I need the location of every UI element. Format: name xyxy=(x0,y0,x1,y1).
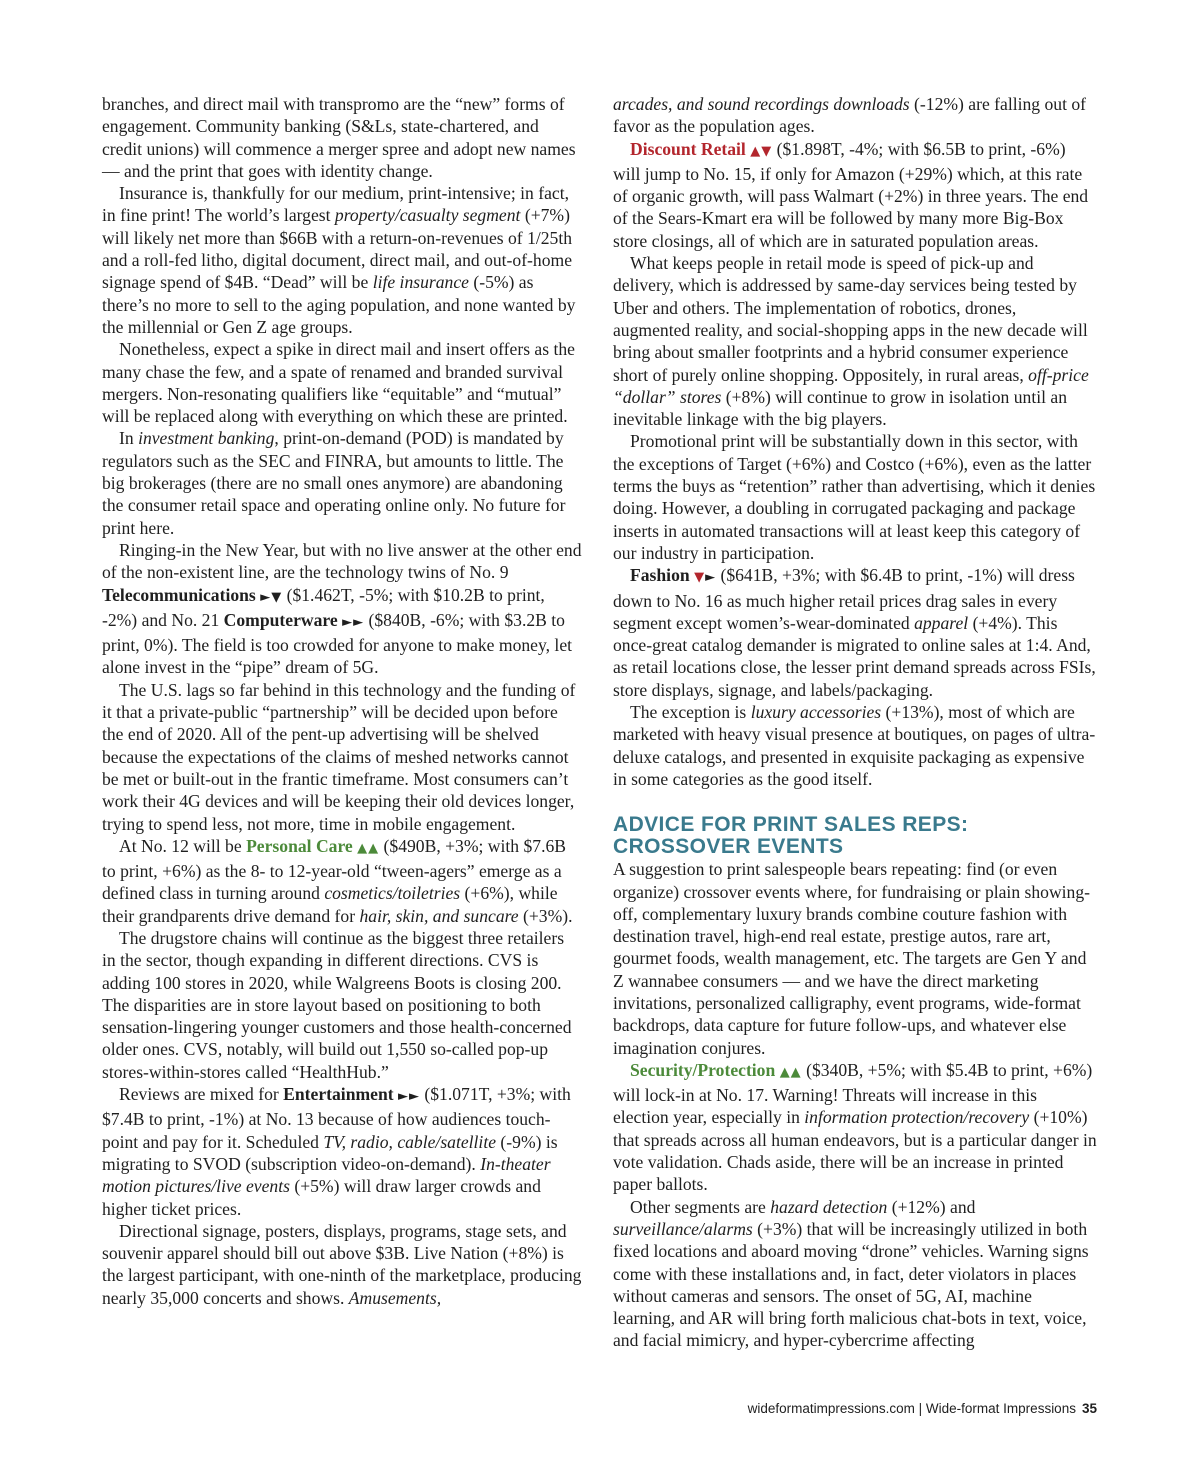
segment-term: life insurance xyxy=(372,272,469,293)
segment-name: Personal Care xyxy=(246,835,353,856)
trend-flat-icon: ► xyxy=(705,570,717,586)
trend-arrows-icon: ►▼ xyxy=(260,589,283,605)
paragraph: The exception is luxury accessories (+13%), most of which are marketed with heavy visual presence at boutiques, on pages of ultra-deluxe catalogs, and presented in exquisite packaging as expensive in some categories as the good itself. xyxy=(613,702,1096,789)
footer-site: wideformatimpressions.com | Wide-format Impressions xyxy=(747,1401,1076,1416)
segment-term: property/casualty segment xyxy=(334,205,521,226)
paragraph: Fashion ▼► ($641B, +3%; with $6.4B to print, -1%) will dress down to No. 16 as much higher retail prices drag sales in every segment except women’s-wear-dominated apparel (+4%). This once-great catalog demander is migrated to online sales at 1:4. And, as retail locations close, the lesser print demand spreads across FSIs, store displays, signage, and labels/packaging. xyxy=(613,565,1096,700)
segment-term: information protection/recovery xyxy=(804,1107,1030,1128)
segment-name: Fashion xyxy=(630,565,690,586)
paragraph: The drugstore chains will continue as the biggest three retailers in the sector, though expanding in different directions. CVS is adding 100 stores in 2020, while Walgreens Boots is closing 200. The disparities are in store layout based on positioning to both sensation-lingering younger customers and those health-concerned older ones. CVS, notably, will build out 1,550 so-called pop-up stores-within-stores called “HealthHub.” xyxy=(102,927,572,1082)
paragraph: Security/Protection ▲▲ ($340B, +5%; with $5.4B to print, +6%) will lock-in at No. 17. Warning! Threats will increase in this election year, especially in information protection/recovery (+10%) that spreads across all human endeavors, but is a particular danger in vote validation. Chads aside, there will be an increase in printed paper ballots. xyxy=(613,1059,1097,1195)
segment-term: luxury accessories xyxy=(750,702,882,723)
segment-term: surveillance/alarms xyxy=(613,1218,753,1239)
paragraph: Directional signage, posters, displays, programs, stage sets, and souvenir apparel should bill out above $3B. Live Nation (+8%) is the largest participant, with one-ninth of the marketplace, producing nearly 35,000 concerts and shows. Amusements, xyxy=(102,1220,582,1308)
paragraph: What keeps people in retail mode is speed of pick-up and delivery, which is addressed by same-day services being tested by Uber and others. The implementation of robotics, drones, augmented reality, and social-shopping apps in the new decade will bring about smaller footprints and a hybrid consumer experience short of purely online shopping. Oppositely, in rural areas, off-price “dollar” stores (+8%) will continue to grow in isolation until an inevitable linkage with the big players. xyxy=(613,253,1089,430)
paragraph: Promotional print will be substantially down in this sector, with the exceptions of Target (+6%) and Costco (+6%), even as the latter terms the buys as “retention” rather than advertising, which it denies doing. However, a doubling in corrugated packaging and package inserts in automated transactions will at least keep this category of our industry in participation. xyxy=(613,431,1096,563)
trend-arrows-icon: ►► xyxy=(342,614,365,630)
right-column xyxy=(613,93,1097,1352)
left-column xyxy=(102,93,582,1309)
segment-term: investment banking xyxy=(138,428,275,449)
paragraph: Discount Retail ▲▼ ($1.898T, -4%; with $6.5B to print, -6%) will jump to No. 15, if only for Amazon (+29%) which, at this rate of organic growth, will pass Walmart (+2%) in three years. The end of the Sears-Kmart era will be followed by many more Big-Box store closings, all of which are in saturated population areas. xyxy=(613,138,1089,251)
paragraph: arcades, and sound recordings downloads (-12%) are falling out of favor as the population ages. xyxy=(613,94,1087,137)
paragraph: The U.S. lags so far behind in this technology and the funding of it that a private-public “partnership” will be decided upon before the end of 2020. All of the pent-up advertising will be shelved because the expectations of the claims of meshed networks cannot be met or built-out in the frantic timeframe. Most consumers can’t work their 4G devices and will be keeping their old devices longer, trying to spend less, not more, time in mobile engagement. xyxy=(102,679,576,834)
paragraph: A suggestion to print salespeople bears repeating: find (or even organize) crossover events where, for fundraising or plain showing-off, complementary luxury brands combine couture fashion with destination travel, high-end real estate, prestige autos, rare art, gourmet foods, wealth management, etc. The targets are Gen Y and Z wannabee consumers — and we have the direct marketing invitations, personalized calligraphy, event programs, wide-format backdrops, data capture for future follow-ups, and whatever else imagination conjures. xyxy=(613,859,1091,1058)
trend-arrows-icon: ►► xyxy=(398,1089,420,1105)
segment-term: Amusements, xyxy=(348,1287,442,1308)
page-number: 35 xyxy=(1081,1401,1097,1416)
segment-name: Security/Protection xyxy=(630,1059,776,1080)
trend-down-icon: ▼ xyxy=(694,570,706,586)
segment-term: apparel xyxy=(914,612,969,633)
trend-arrows-icon: ▲▼ xyxy=(750,143,773,159)
page-footer xyxy=(748,1401,1097,1416)
segment-term: off-price “dollar” stores xyxy=(613,364,1089,407)
paragraph: Reviews are mixed for Entertainment ►► ($1.071T, +3%; with $7.4B to print, -1%) at No. 13 because of how audiences touch-point and pay for it. Scheduled TV, radio, cable/satellite (-9%) is migrating to SVOD (subscription video-on-demand). In-theater motion pictures/live events (+5%) will draw larger crowds and higher ticket prices. xyxy=(102,1084,571,1219)
paragraph: branches, and direct mail with transpromo are the “new” forms of engagement. Community banking (S&Ls, state-chartered, and credit unions) will commence a merger spree and adopt new names — and the print that goes with identity change. xyxy=(102,94,576,181)
segment-name: Entertainment xyxy=(283,1084,394,1105)
paragraph: In investment banking, print-on-demand (POD) is mandated by regulators such as the SEC and FINRA, but amounts to little. The big brokerages (there are no small ones anymore) are abandoning the consumer retail space and operating online only. No future for print here. xyxy=(102,428,566,538)
paragraph: Other segments are hazard detection (+12%) and surveillance/alarms (+3%) that will be increasingly utilized in both fixed locations and aboard moving “drone” vehicles. Warning signs come with these installations and, in fact, deter violators in places without cameras and sensors. The onset of 5G, AI, machine learning, and AR will bring forth malicious chat-bots in text, voice, and facial mimicry, and hyper-cybercrime affecting xyxy=(613,1196,1089,1351)
paragraph: At No. 12 will be Personal Care ▲▲ ($490B, +3%; with $7.6B to print, +6%) as the 8- to 12-year-old “tween-agers” emerge as a defined class in turning around cosmetics/toiletries (+6%), while their grandparents drive demand for hair, skin, and suncare (+3%). xyxy=(102,835,573,926)
segment-term: hazard detection xyxy=(770,1196,888,1217)
segment-name: Computerware xyxy=(223,609,338,630)
segment-name: Telecommunications xyxy=(102,584,256,605)
paragraph: Nonetheless, expect a spike in direct mail and insert offers as the many chase the few, and a spate of renamed and branded survival mergers. Non-resonating qualifiers like “equitable” and “mutual” will be replaced along with everything on which these are printed. xyxy=(102,339,575,427)
segment-term: cosmetics/toiletries xyxy=(324,883,461,904)
segment-term: In-theater motion pictures/live events xyxy=(102,1153,551,1197)
trend-arrows-icon: ▲▲ xyxy=(779,1064,802,1080)
paragraph: Ringing-in the New Year, but with no live answer at the other end of the non-existent line, are the technology twins of No. 9 Telecommunications ►▼ ($1.462T, -5%; with $10.2B to print, -2%) and No. 21 Computerware ►► ($840B, -6%; with $3.2B to print, 0%). The field is too crowded for anyone to make money, let alone invest in the “pipe” dream of 5G. xyxy=(102,539,582,678)
segment-term: hair, skin, and suncare xyxy=(359,905,519,926)
trend-arrows-icon: ▲▲ xyxy=(357,840,380,856)
segment-name: Discount Retail xyxy=(630,138,746,159)
section-heading: ADVICE FOR PRINT SALES REPS: CROSSOVER EVENTS xyxy=(613,813,969,859)
segment-term: TV, radio, cable/satellite xyxy=(323,1131,497,1152)
paragraph: Insurance is, thankfully for our medium, print-intensive; in fact, in fine print! The world’s largest property/casualty segment (+7%) will likely net more than $66B with a return-on-revenues of 1/25th and a roll-fed litho, digital document, direct mail, and out-of-home signage spend of $4B. “Dead” will be life insurance (-5%) as there’s no more to sell to the aging population, and none wanted by the millennial or Gen Z age groups. xyxy=(102,183,576,337)
segment-term: arcades, and sound recordings downloads xyxy=(613,94,910,114)
